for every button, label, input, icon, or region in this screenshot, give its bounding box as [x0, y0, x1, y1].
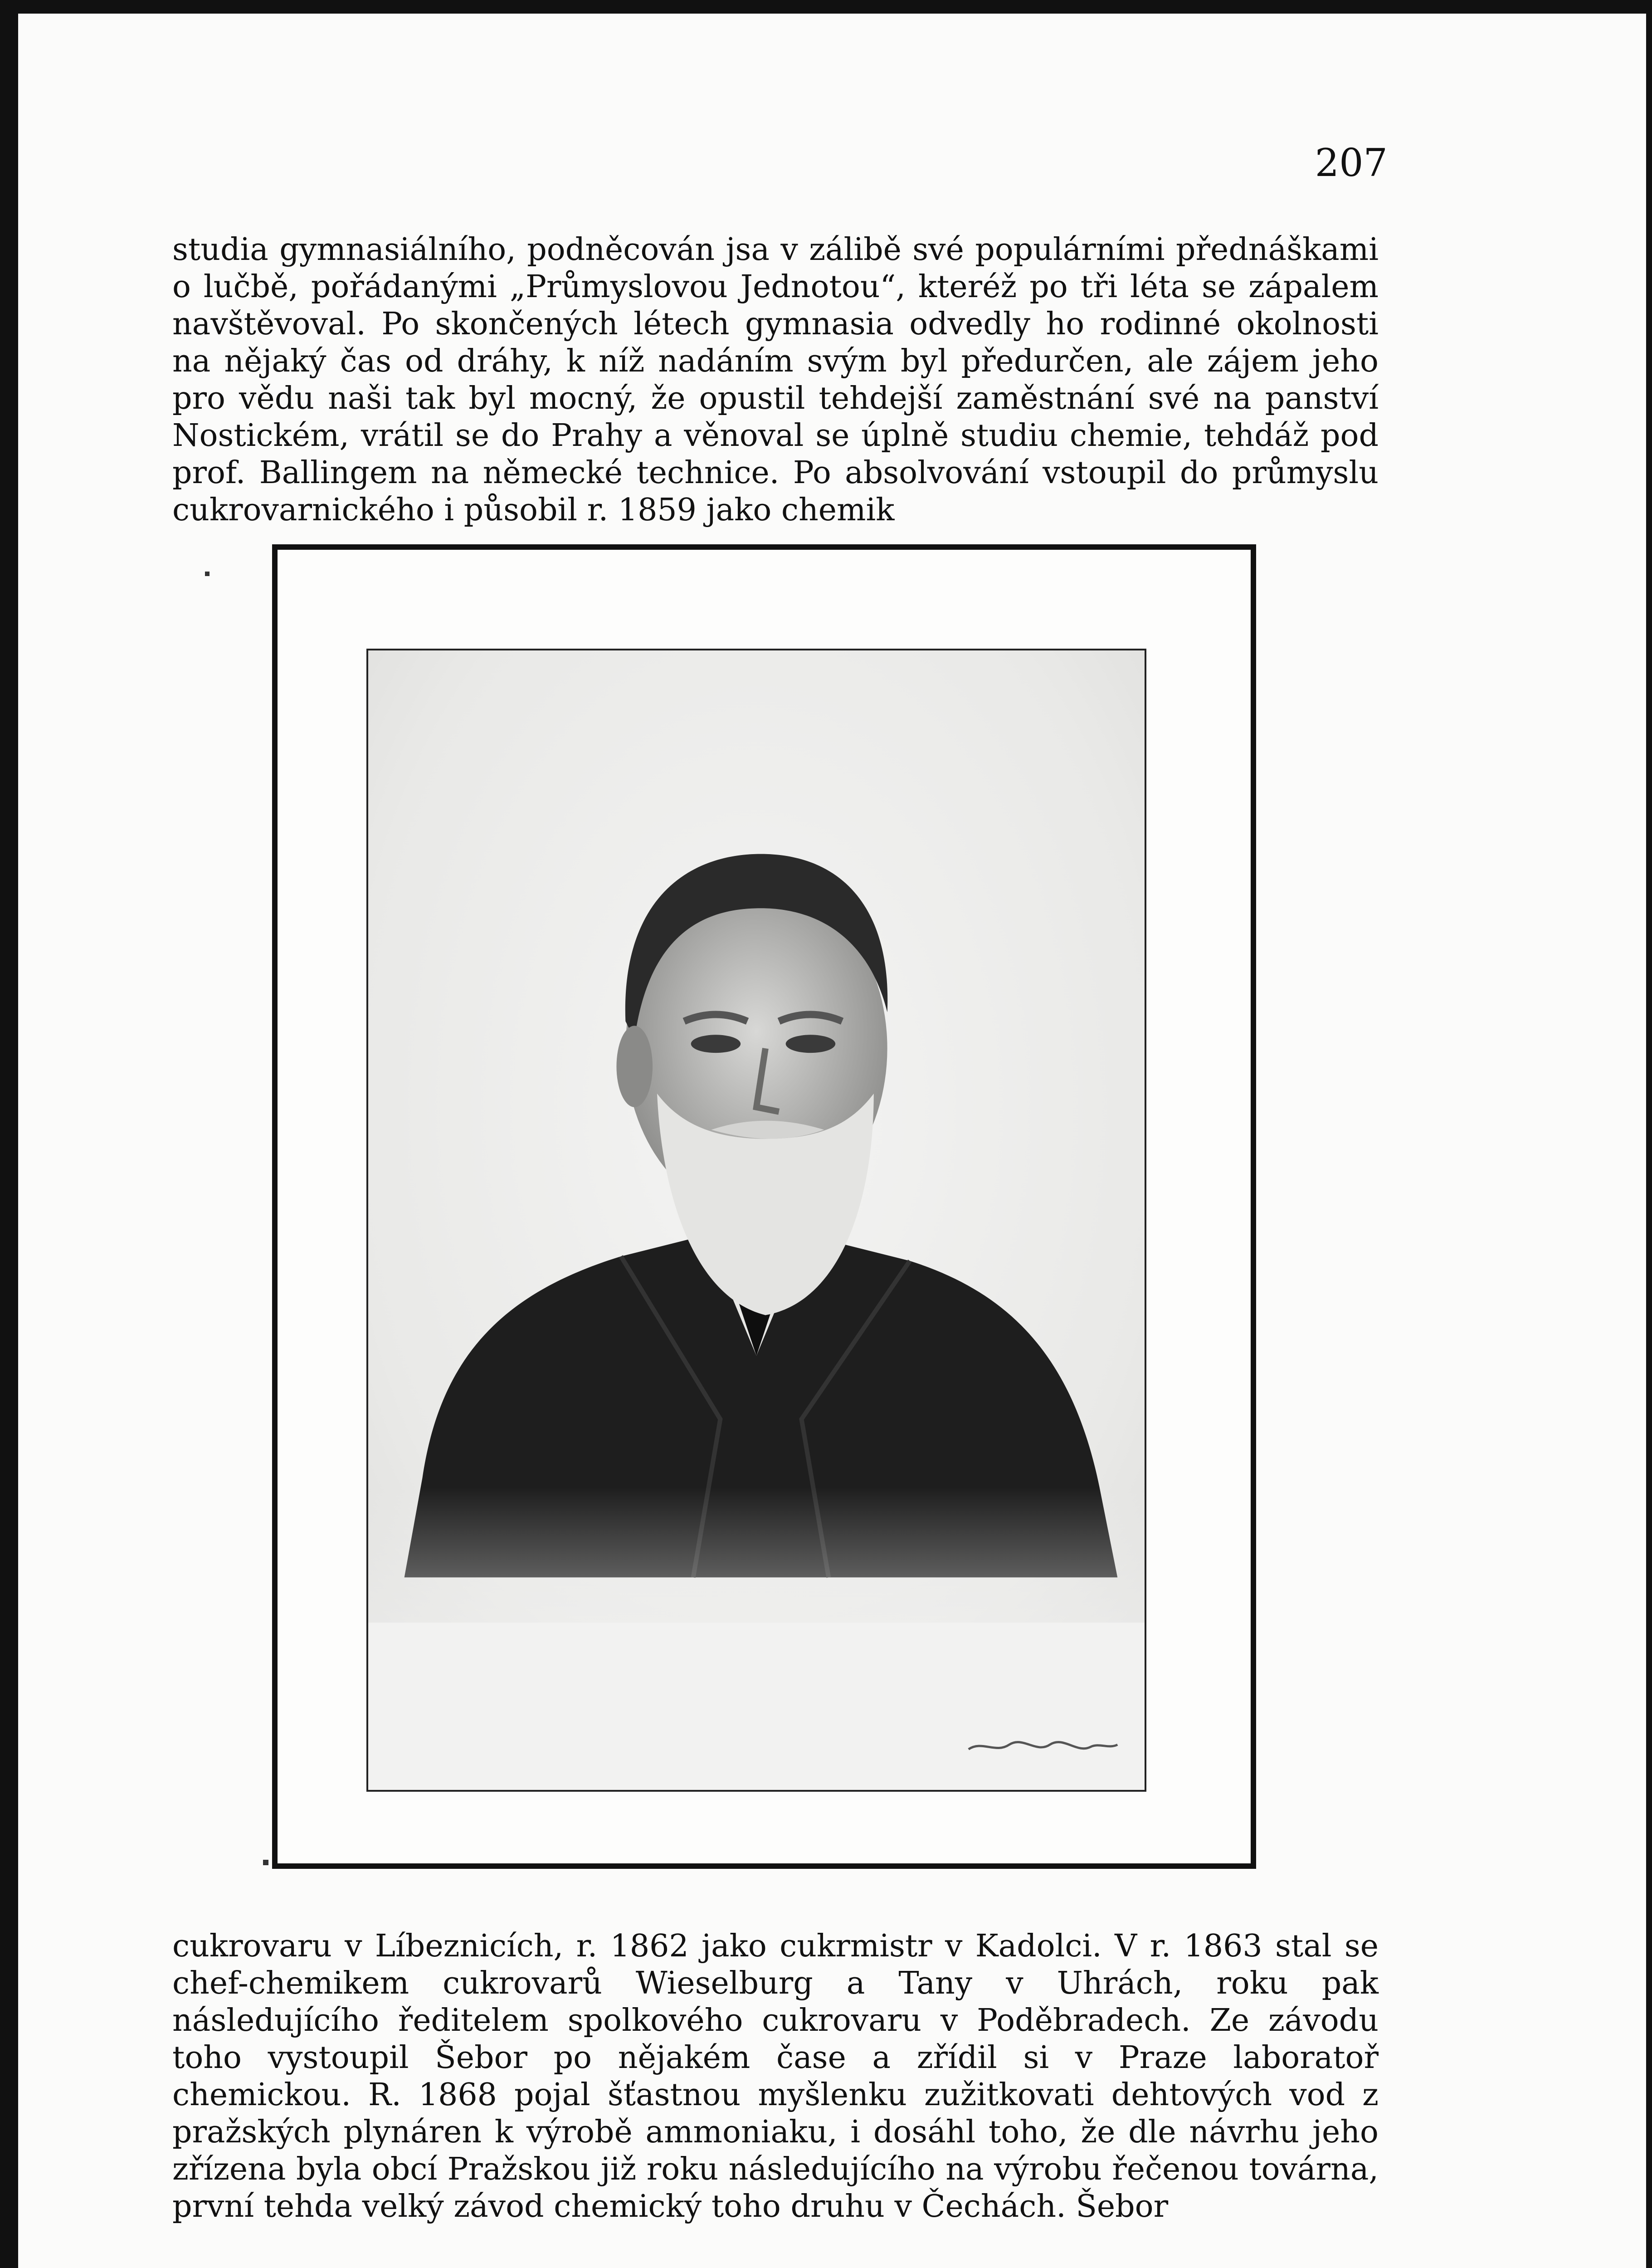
- paragraph-bottom: cukrovaru v Líbeznicích, r. 1862 jako cukrmistr v Kadolci. V r. 1863 stal se chef-chemikem cukrovarů Wieselburg a Tany v Uhrách, roku pak následujícího ředitelem spolkového cukrovaru v Poděbradech. Ze závodu toho vystoupil Šebor po nějakém čase a zřídil si v Praze laboratoř chemickou. R. 1868 pojal šťastnou myšlenku zužitkovati dehtových vod z pražských plynáren k výrobě ammoniaku, i dosáhl toho, že dle návrhu jeho zřízena byla obcí Pražskou již roku následujícího na výrobu řečenou továrna, první tehda velký závod chemický toho druhu v Čechách. Šebor: [172, 1928, 1379, 2224]
- portrait-photo: [366, 649, 1146, 1792]
- page-number: 207: [1315, 141, 1388, 185]
- printing-speck: [263, 1860, 268, 1865]
- portrait-image: [368, 650, 1145, 1790]
- printing-speck: [205, 572, 210, 576]
- paragraph-top: studia gymnasiálního, podněcován jsa v zálibě své populárními přednáškami o lučbě, pořádanými „Průmyslovou Jednotou“, kteréž po tři léta se zápalem navštěvoval. Po skončených létech gymnasia odvedly ho rodinné okolnosti na nějaký čas od dráhy, k níž nadáním svým byl předurčen, ale zájem jeho pro vědu naši tak byl mocný, že opustil tehdejší zaměstnání své na panství Nostickém, vrátil se do Prahy a věnoval se úplně studiu chemie, tehdáž pod prof. Ballingem na německé technice. Po absolvování vstoupil do průmyslu cukrovarnického i působil r. 1859 jako chemik: [172, 232, 1379, 528]
